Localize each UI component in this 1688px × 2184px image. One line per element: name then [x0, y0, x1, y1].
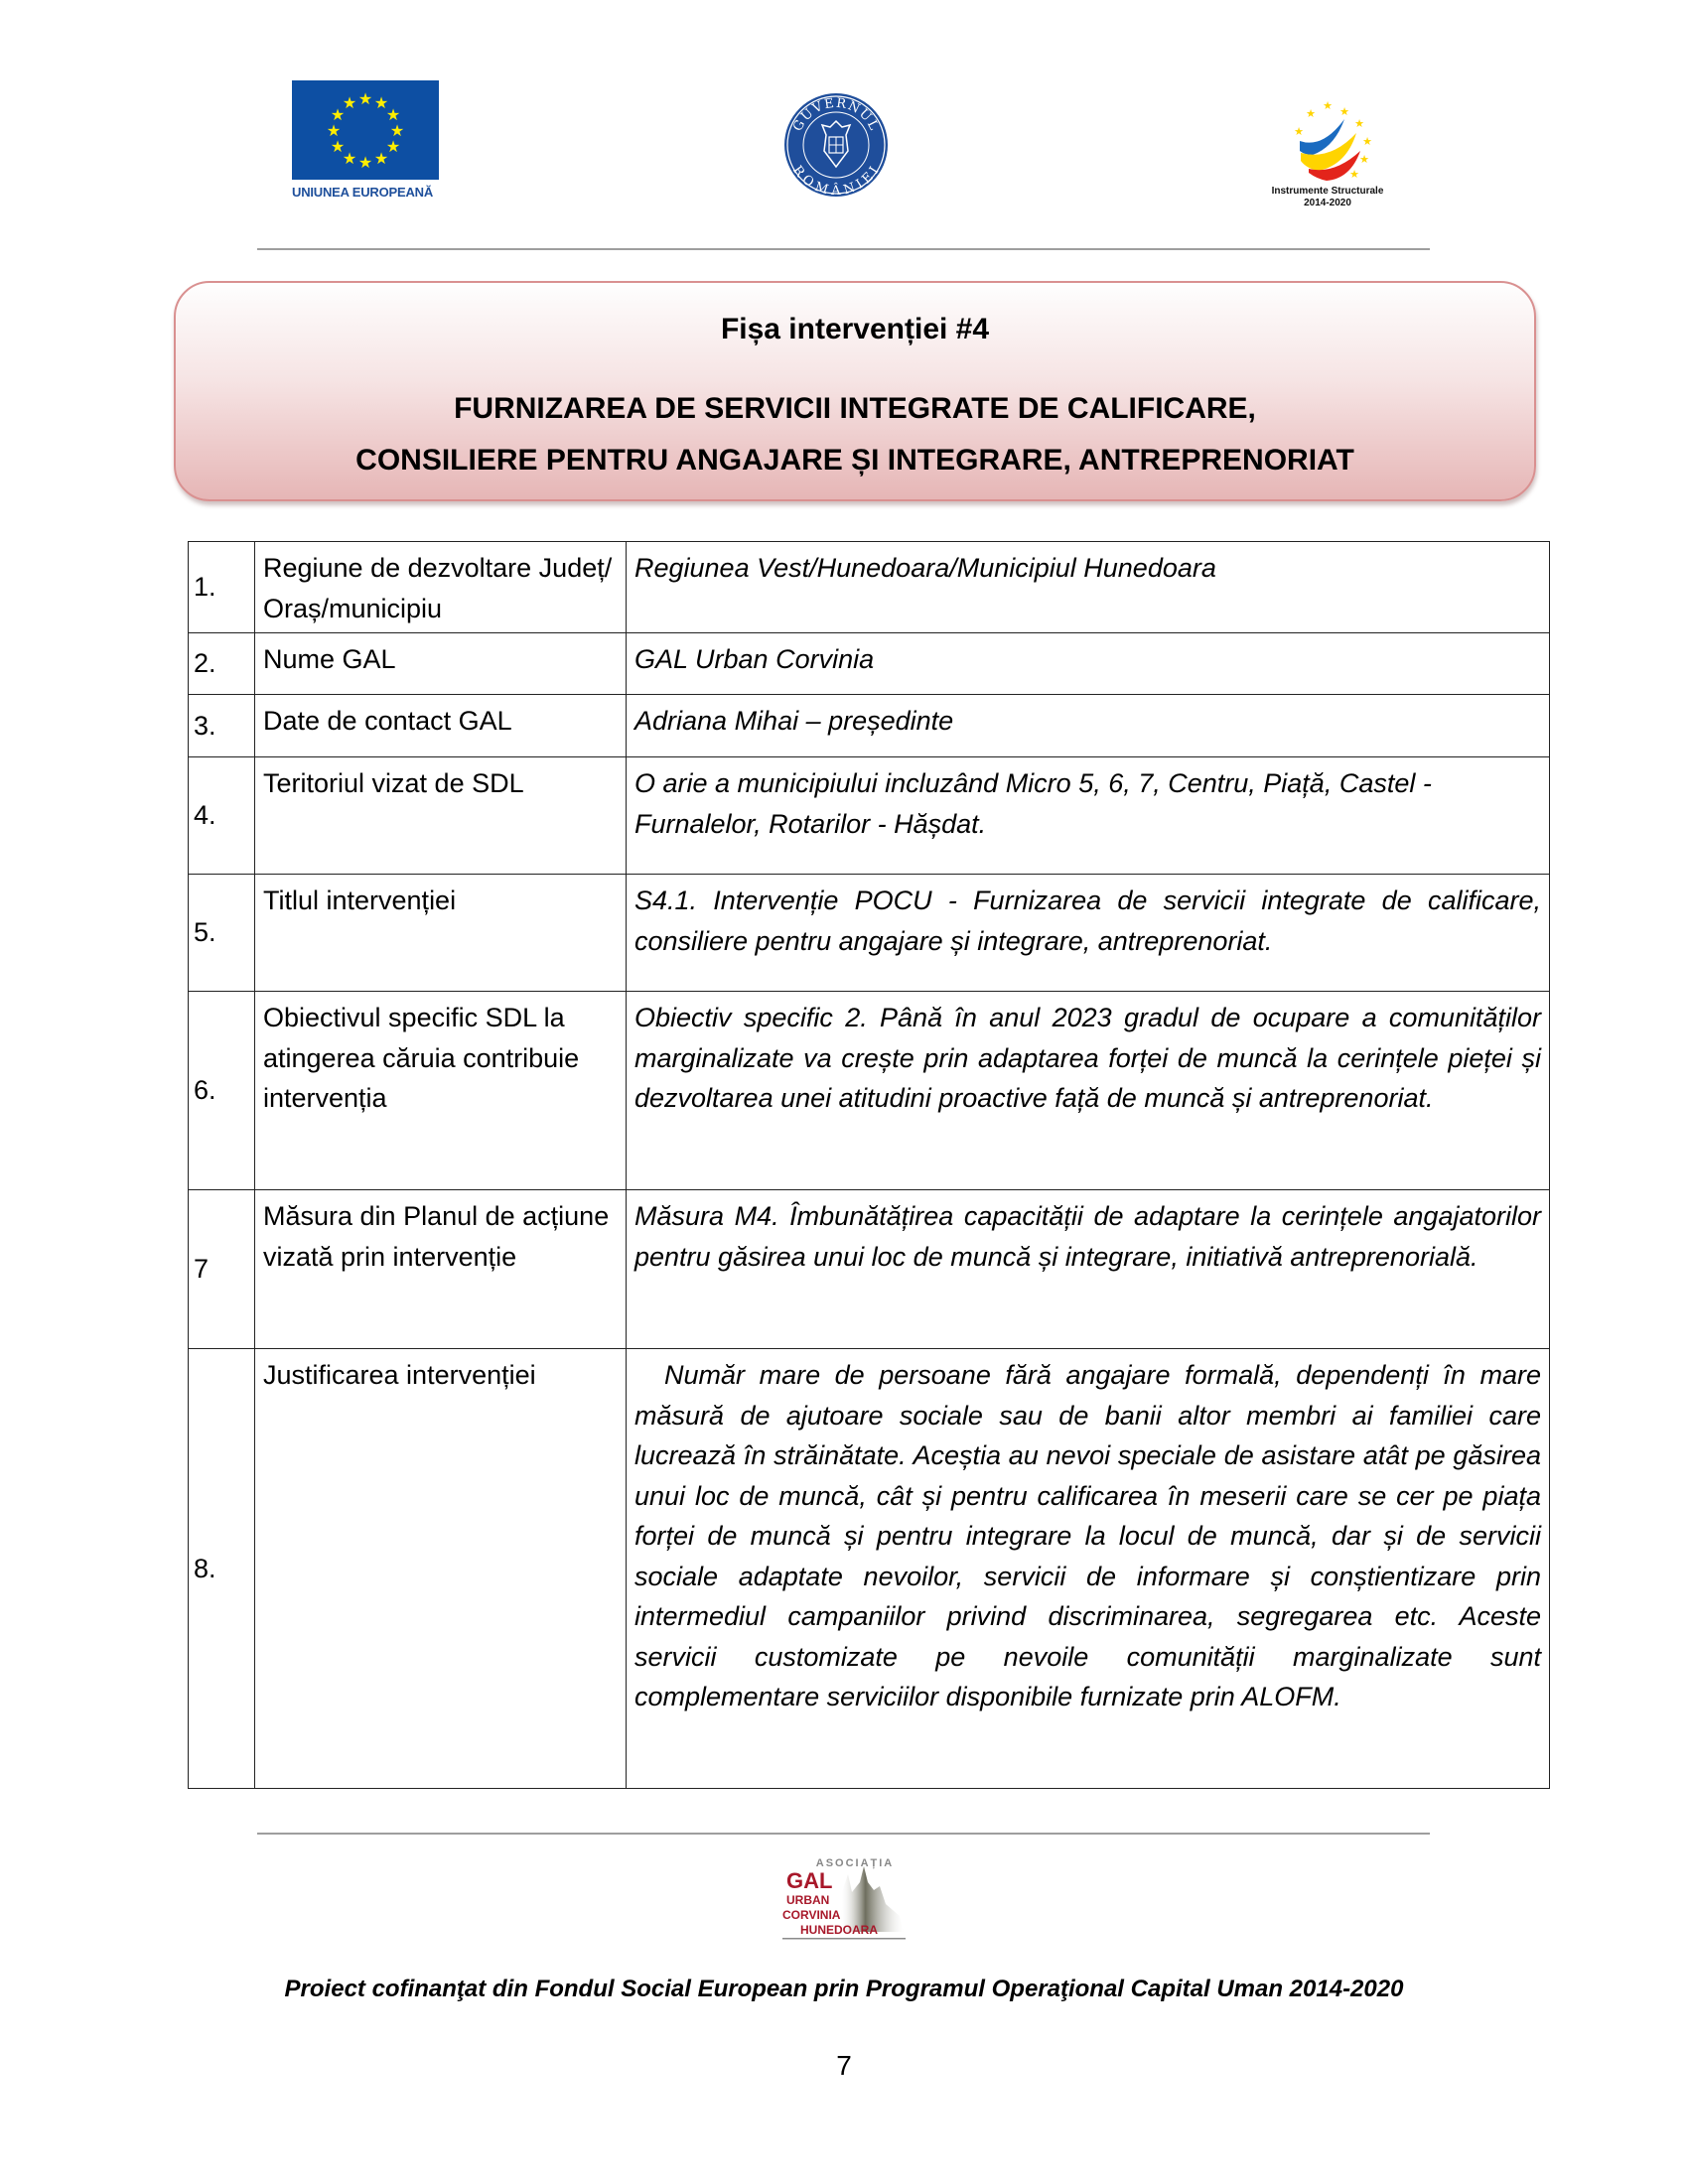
- government-seal-icon: [782, 91, 890, 199]
- row-number: 5.: [189, 875, 255, 992]
- svg-text:★: ★: [342, 93, 357, 112]
- row-value: Măsura M4. Îmbunătățirea capacității de adaptare la cerințele angajatorilor pentru găsirea unui loc de muncă și integrare, initiativă antreprenorială.: [627, 1190, 1550, 1349]
- svg-text:★: ★: [1354, 117, 1364, 130]
- justification-text: Număr mare de persoane fără angajare formală, dependenți în mare măsură de ajutoare sociale sau de banii altor membri ai familiei care lucrează în străinătate. Aceștia au nevoi speciale de asistare atât pe găsirea unui loc de muncă, cât și pentru calificarea în meserii care se cer pe piața forței de muncă și pentru integrare la locul de muncă, dar și de servicii sociale adaptate nevoilor, servicii de informare și conștientizare prin intermediul campaniilor privind discriminarea, segregarea etc. Aceste servicii customizate pe nevoile comunității marginalizate sunt complementare serviciilor disponibile furnizate prin ALOFM.: [634, 1360, 1541, 1711]
- row-number: 1.: [189, 542, 255, 633]
- svg-text:★: ★: [385, 137, 401, 156]
- svg-text:★: ★: [1362, 135, 1372, 148]
- row-value: [627, 1349, 1550, 1789]
- intervention-subtitle-line2: CONSILIERE PENTRU ANGAJARE ȘI INTEGRARE, ANTREPRENORIAT: [355, 444, 1354, 477]
- eu-flag-icon: [292, 80, 439, 180]
- table-row: [189, 992, 1550, 1190]
- row-value: Adriana Mihai – președinte: [627, 695, 1550, 757]
- structural-logo-caption-line2: 2014-2020: [1304, 198, 1351, 208]
- intervention-subtitle: [176, 383, 1534, 486]
- row-number: 7: [189, 1190, 255, 1349]
- svg-text:★: ★: [357, 153, 373, 172]
- svg-text:★: ★: [1359, 153, 1369, 166]
- svg-text:★: ★: [389, 121, 405, 140]
- svg-text:URBAN: URBAN: [786, 1893, 830, 1907]
- row-value: S4.1. Intervenție POCU - Furnizarea de servicii integrate de calificare, consiliere pentru angajare și integrare, antreprenoriat.: [627, 875, 1550, 992]
- page-number: 7: [836, 2050, 852, 2081]
- row-number: 2.: [189, 633, 255, 695]
- row-label: Date de contact GAL: [255, 695, 627, 757]
- svg-text:ROMÂNIEI: ROMÂNIEI: [789, 163, 884, 199]
- svg-text:GAL: GAL: [786, 1868, 833, 1893]
- svg-text:★: ★: [373, 93, 389, 112]
- table-row: [189, 1190, 1550, 1349]
- table-row: [189, 633, 1550, 695]
- table-row: [189, 875, 1550, 992]
- svg-text:★: ★: [326, 121, 342, 140]
- intervention-subtitle-line1: FURNIZAREA DE SERVICII INTEGRATE DE CALIFICARE,: [454, 392, 1256, 425]
- row-number: 3.: [189, 695, 255, 757]
- svg-text:★: ★: [1294, 125, 1304, 138]
- row-label: Titlul intervenției: [255, 875, 627, 992]
- row-value: GAL Urban Corvinia: [627, 633, 1550, 695]
- structural-instruments-logo: [1253, 89, 1402, 209]
- row-label: Justificarea intervenției: [255, 1349, 627, 1789]
- intervention-title-box: [174, 281, 1536, 501]
- row-label: Măsura din Planul de acțiune vizată prin intervenție: [255, 1190, 627, 1349]
- row-value: Obiectiv specific 2. Până în anul 2023 gradul de ocupare a comunităților marginalizate va crește prin adaptarea forței de muncă la cerințele pieței și dezvoltarea unei atitudini proactive față de muncă și antreprenoriat.: [627, 992, 1550, 1190]
- row-label: Teritoriul vizat de SDL: [255, 757, 627, 875]
- svg-text:★: ★: [357, 89, 373, 108]
- table-row: [189, 695, 1550, 757]
- row-value: Regiunea Vest/Hunedoara/Municipiul Hunedoara: [627, 542, 1550, 633]
- structural-instruments-emblem-icon: [1253, 89, 1402, 181]
- row-label: Nume GAL: [255, 633, 627, 695]
- row-label: Regiune de dezvoltare Județ/ Oraș/municipiu: [255, 542, 627, 633]
- gal-urban-corvinia-logo: [771, 1852, 919, 1948]
- svg-text:★: ★: [385, 105, 401, 124]
- svg-text:★: ★: [1306, 107, 1316, 120]
- row-number: 8.: [189, 1349, 255, 1789]
- svg-text:★: ★: [330, 105, 346, 124]
- svg-text:★: ★: [1323, 99, 1333, 112]
- svg-text:★: ★: [373, 149, 389, 168]
- table-row: [189, 542, 1550, 633]
- footer-divider: [257, 1833, 1430, 1835]
- row-number: 4.: [189, 757, 255, 875]
- table-row: [189, 757, 1550, 875]
- eu-logo-caption: UNIUNEA EUROPEANĂ: [292, 185, 434, 200]
- cofinancing-statement: Proiect cofinanţat din Fondul Social European prin Programul Operaţional Capital Uman 2014-2020: [284, 1976, 1404, 2002]
- structural-logo-caption-line1: Instrumente Structurale: [1271, 186, 1384, 197]
- svg-text:ASOCIAȚIA: ASOCIAȚIA: [815, 1857, 895, 1869]
- gal-logo-emblem-icon: [771, 1852, 919, 1948]
- svg-text:GUVERNUL: GUVERNUL: [790, 95, 882, 134]
- svg-text:★: ★: [1339, 105, 1349, 118]
- svg-text:★: ★: [330, 137, 346, 156]
- row-number: 6.: [189, 992, 255, 1190]
- svg-text:CORVINIA: CORVINIA: [782, 1908, 841, 1922]
- svg-text:★: ★: [1349, 168, 1359, 181]
- header-divider: [257, 248, 1430, 250]
- romanian-government-logo: [782, 91, 890, 199]
- table-row: [189, 1349, 1550, 1789]
- svg-text:★: ★: [342, 149, 357, 168]
- intervention-info-table: [188, 541, 1550, 1789]
- svg-text:HUNEDOARA: HUNEDOARA: [800, 1923, 878, 1937]
- row-label: Obiectivul specific SDL la atingerea căruia contribuie intervenția: [255, 992, 627, 1190]
- intervention-heading: Fișa intervenției #4: [720, 313, 990, 345]
- row-value: O arie a municipiului incluzând Micro 5, 6, 7, Centru, Piață, Castel - Furnalelor, Rotarilor - Hășdat.: [627, 757, 1550, 875]
- eu-logo: [292, 80, 439, 200]
